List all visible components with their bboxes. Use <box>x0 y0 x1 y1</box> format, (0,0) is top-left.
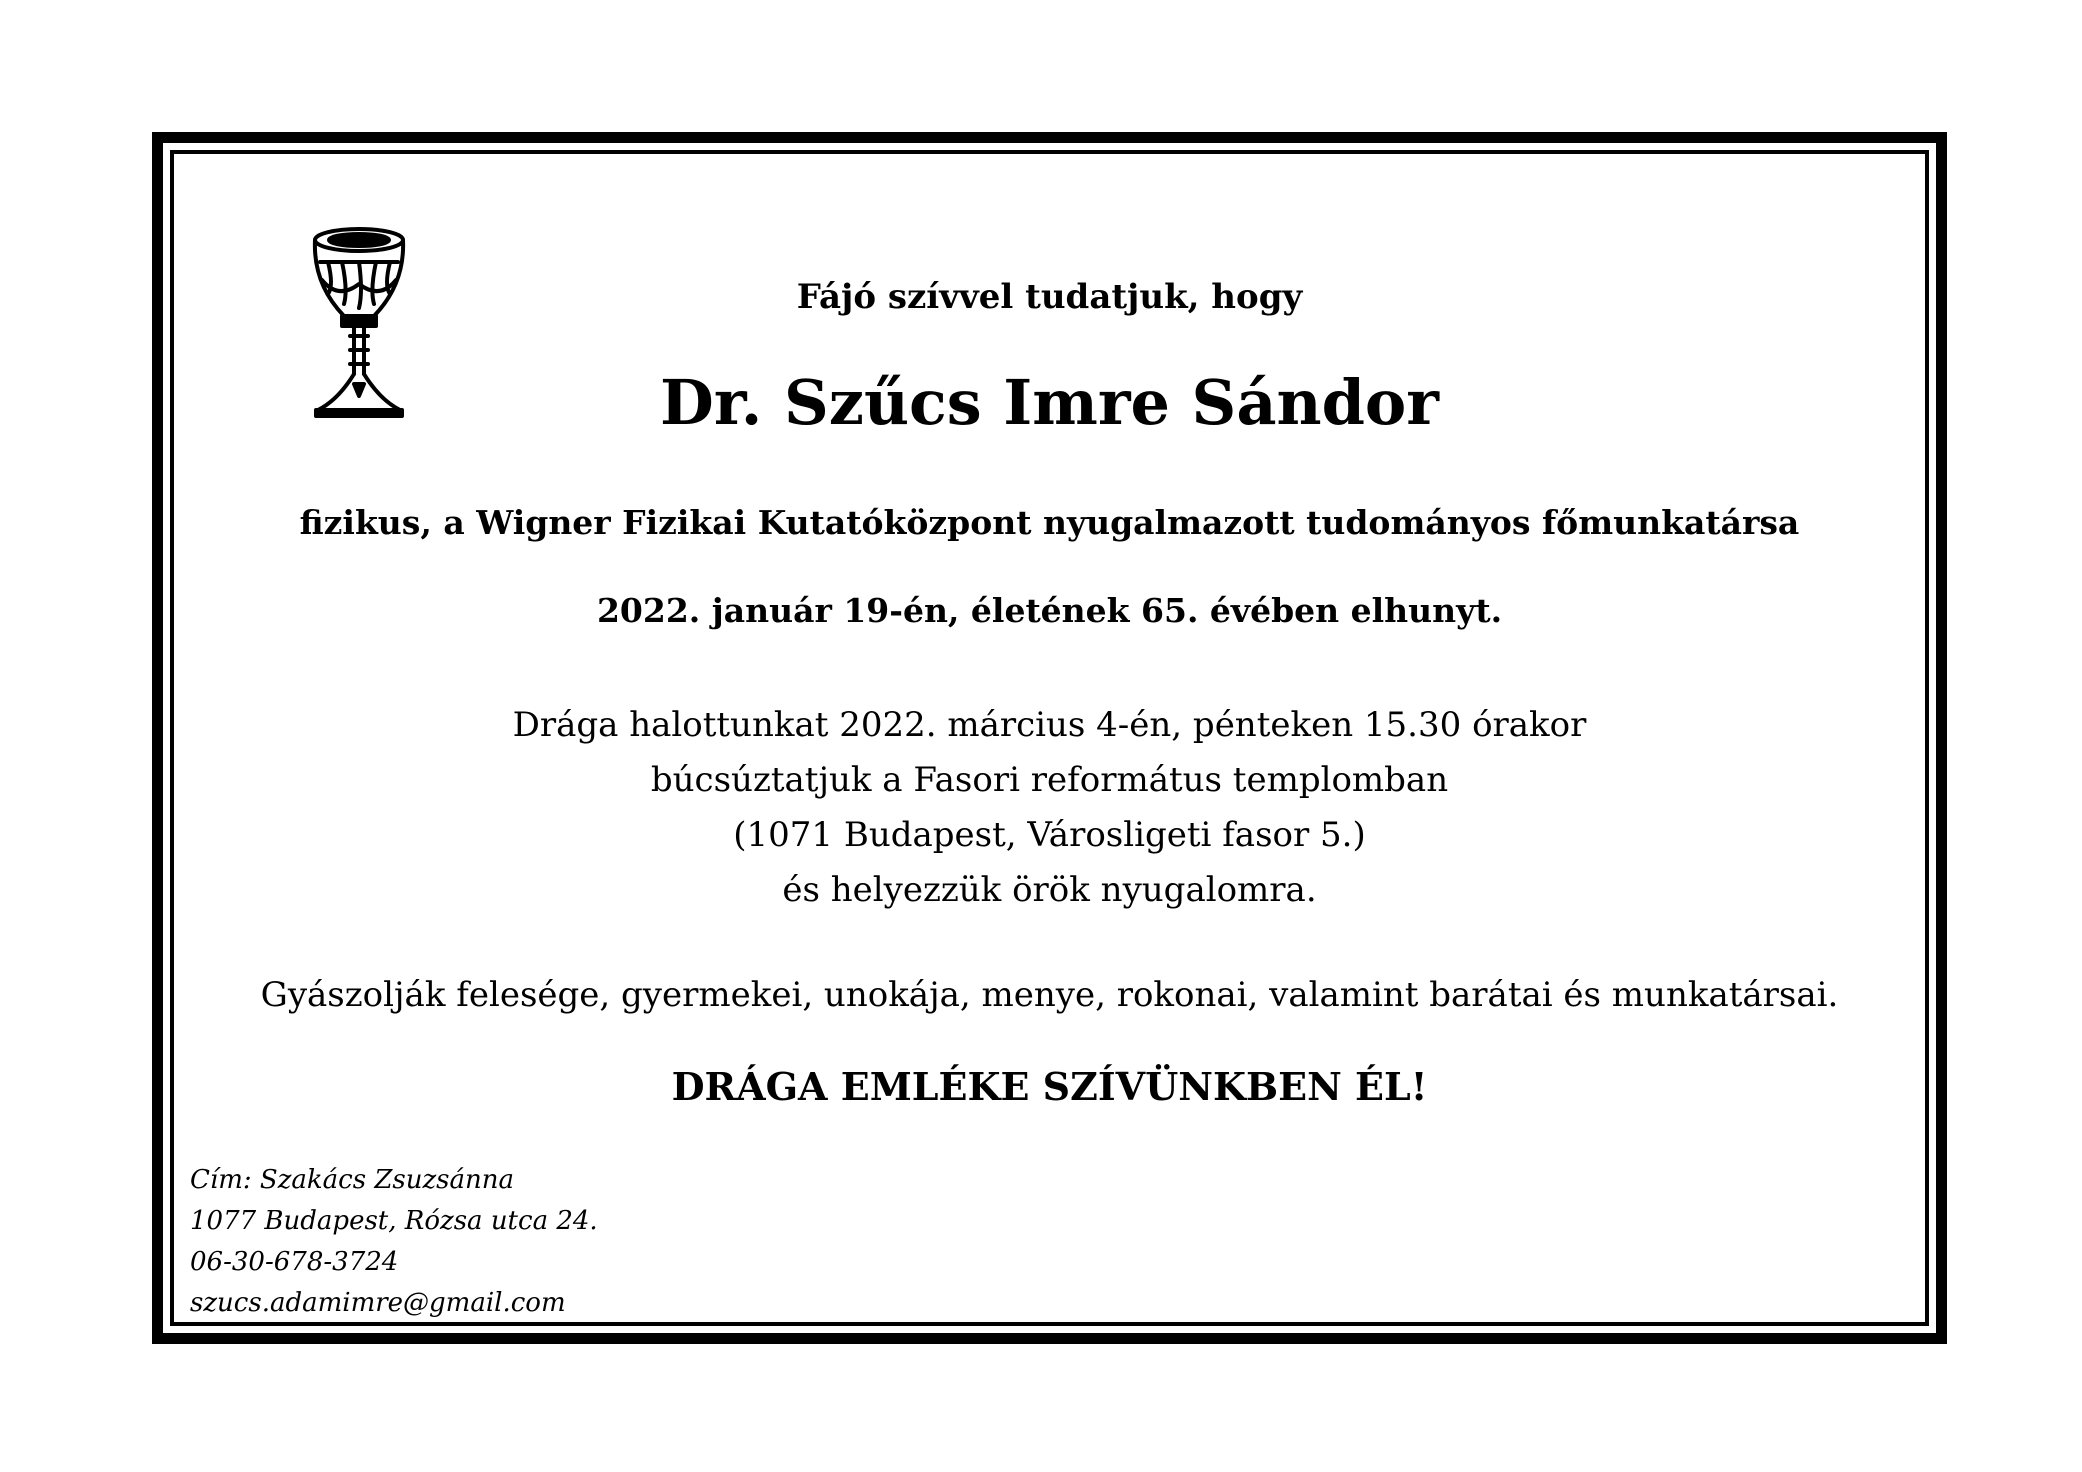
death-date-line: 2022. január 19-én, életének 65. évében elhunyt. <box>596 591 1503 630</box>
contact-block <box>190 1160 598 1324</box>
contact-email: szucs.adamimre@gmail.com <box>190 1288 566 1318</box>
notice-intro: Fájó szívvel tudatjuk, hogy <box>796 277 1303 317</box>
funeral-line-3: (1071 Budapest, Városligeti fasor 5.) <box>733 815 1366 855</box>
contact-name: Cím: Szakács Zsuzsánna <box>190 1165 515 1195</box>
deceased-name: Dr. Szűcs Imre Sándor <box>660 366 1439 439</box>
funeral-line-4: és helyezzük örök nyugalomra. <box>782 870 1317 910</box>
deceased-role: fizikus, a Wigner Fizikai Kutatóközpont nyugalmazott tudományos főmunkatársa <box>299 503 1800 542</box>
contact-phone: 06-30-678-3724 <box>190 1247 399 1277</box>
funeral-line-1: Drága halottunkat 2022. március 4-én, pénteken 15.30 órakor <box>512 705 1587 745</box>
mourners-line: Gyászolják felesége, gyermekei, unokája, menye, rokonai, valamint barátai és munkatársai. <box>260 975 1839 1015</box>
memory-motto: DRÁGA EMLÉKE SZÍVÜNKBEN ÉL! <box>671 1064 1428 1109</box>
contact-address: 1077 Budapest, Rózsa utca 24. <box>190 1206 598 1236</box>
funeral-line-2: búcsúztatjuk a Fasori református templomban <box>650 760 1449 800</box>
